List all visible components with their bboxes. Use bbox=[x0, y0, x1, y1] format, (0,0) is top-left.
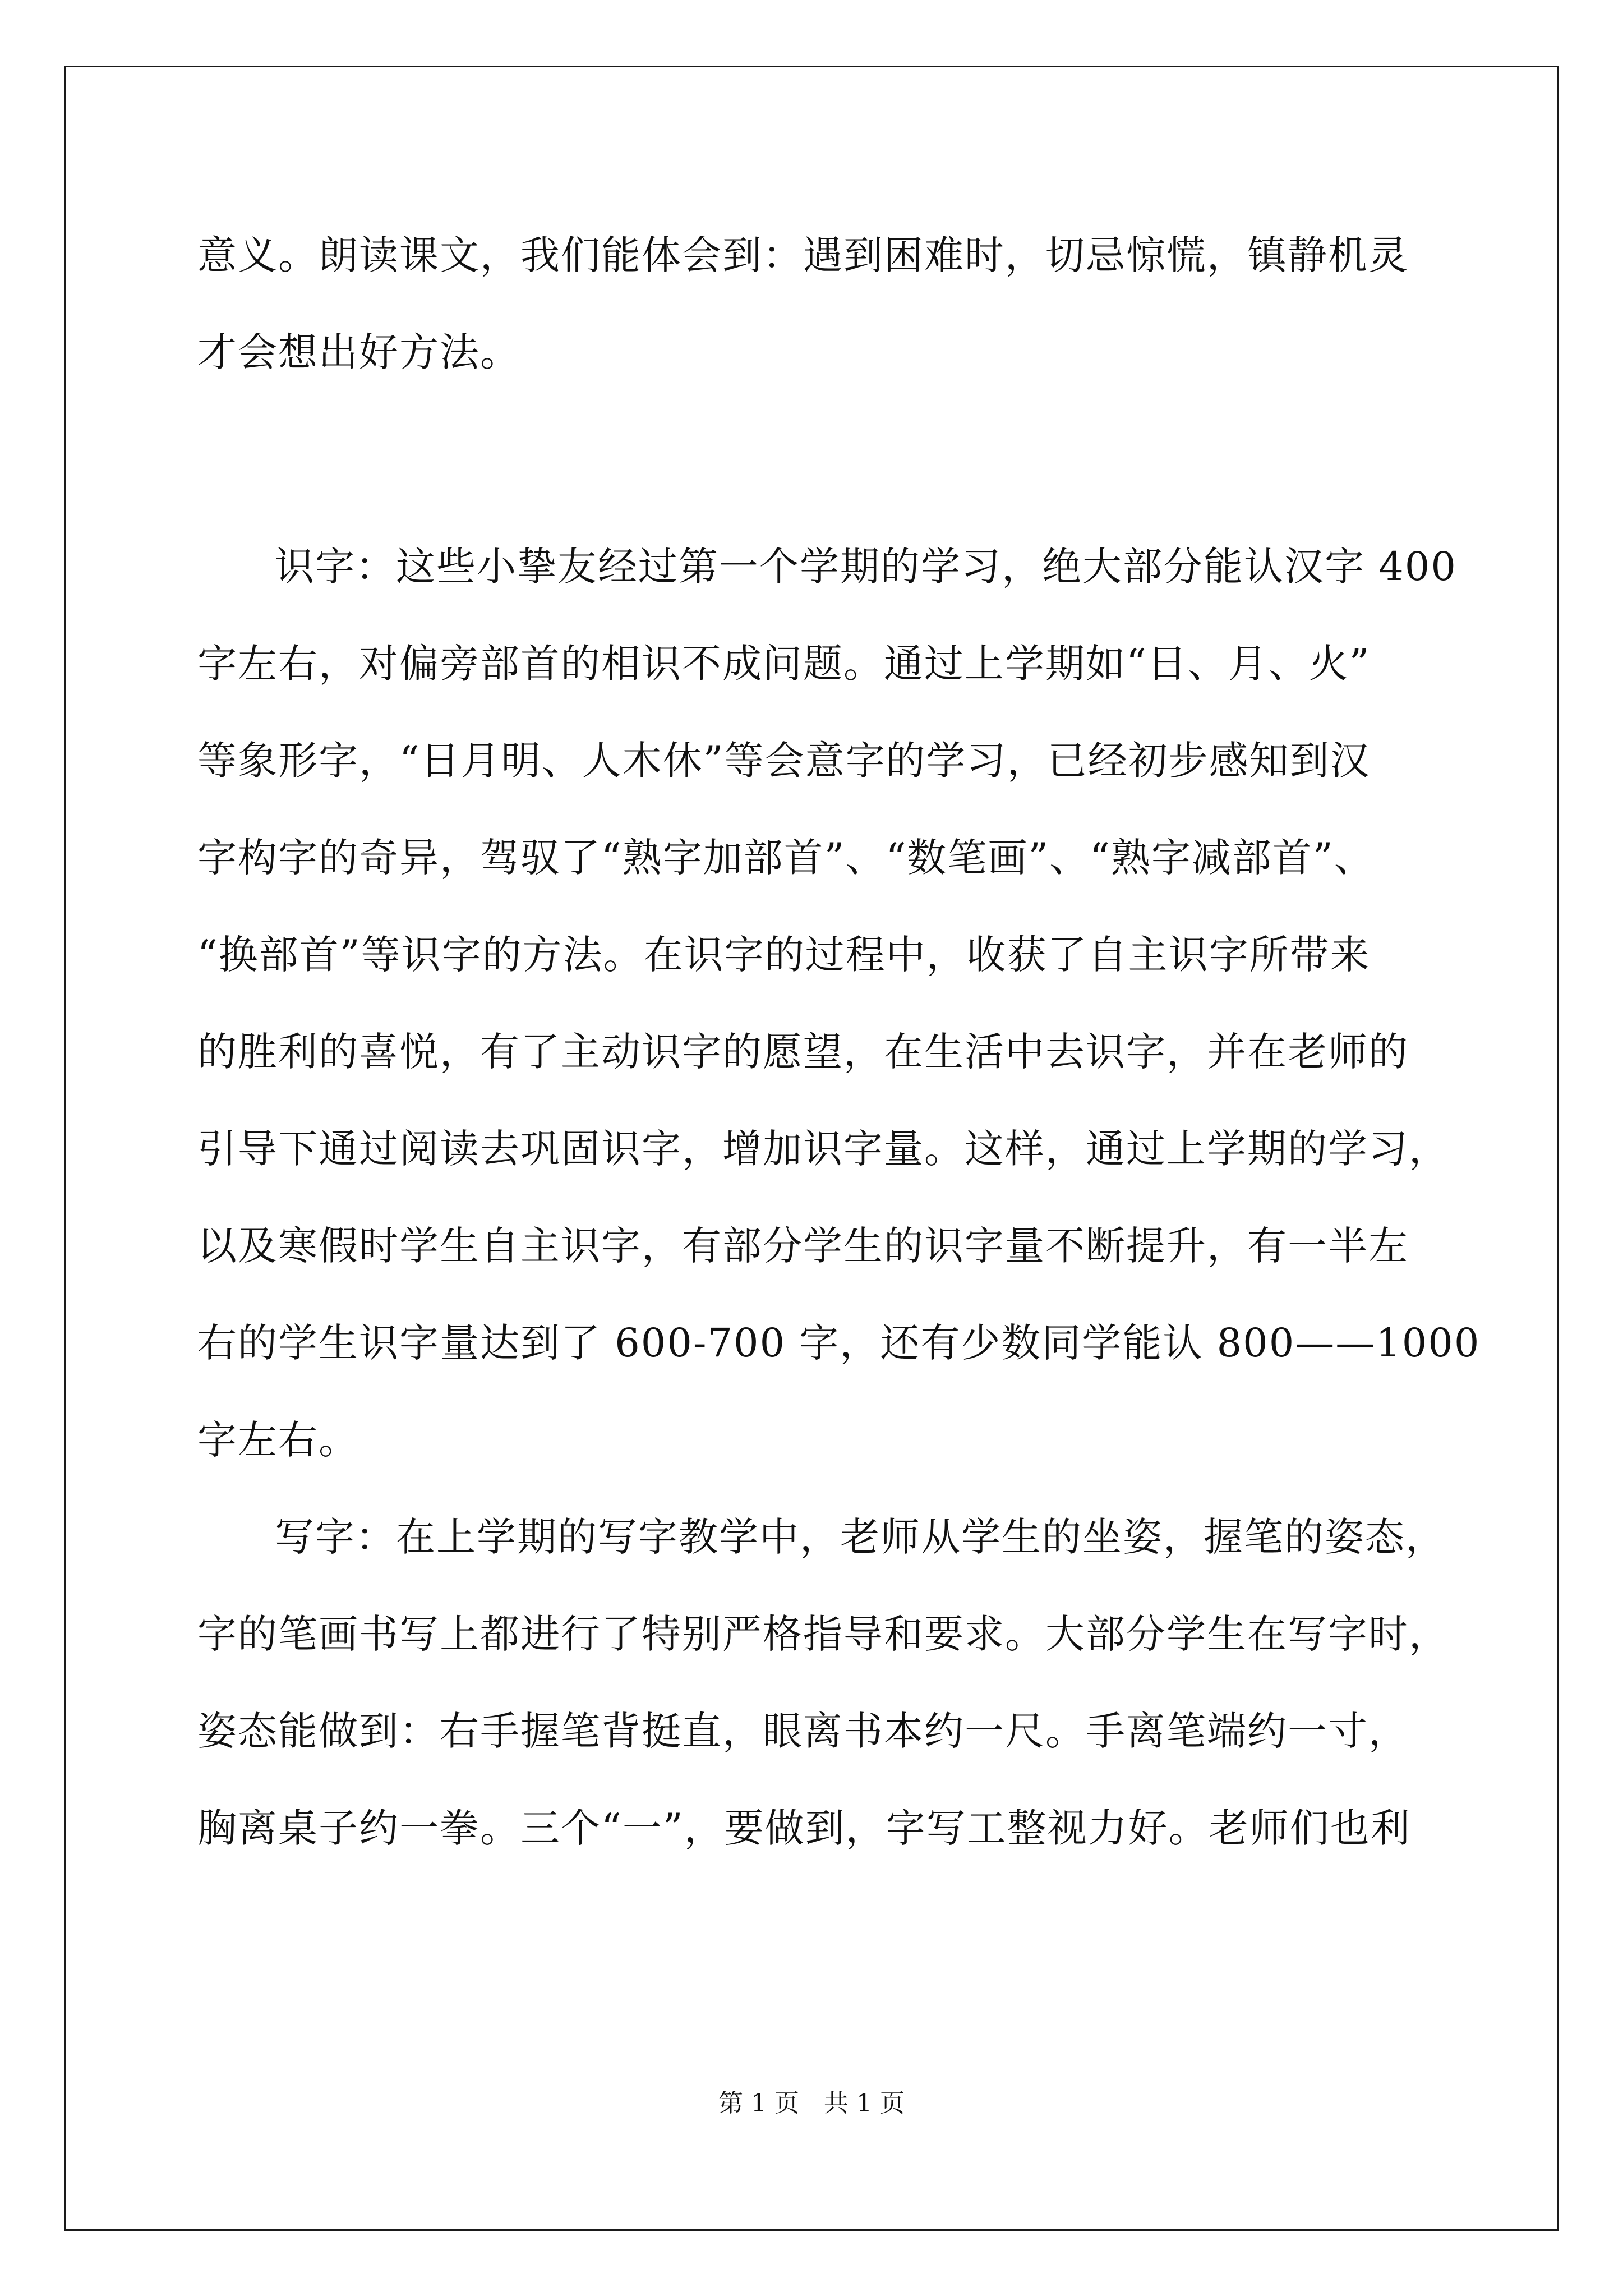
text-line: 字左右，对偏旁部首的相识不成问题。通过上学期如“日、月、火” bbox=[197, 641, 1371, 687]
text-line: 引导下通过阅读去巩固识字，增加识字量。这样，通过上学期的学习， bbox=[197, 1126, 1449, 1172]
text-line: 等象形字，“日月明、人木休”等会意字的学习，已经初步感知到汉 bbox=[197, 738, 1371, 784]
page-number-footer: 第 1 页 共 1 页 bbox=[718, 2089, 905, 2118]
text-line: 字构字的奇异，驾驭了“熟字加部首”、“数笔画”、“熟字减部首”、 bbox=[197, 835, 1375, 881]
text-line: 意义。朗读课文，我们能体会到：遇到困难时，切忌惊慌，镇静机灵 bbox=[197, 232, 1409, 278]
paragraph-start-line: 识字：这些小挚友经过第一个学期的学习，绝大部分能认汉字 400 bbox=[275, 544, 1457, 590]
text-line: 姿态能做到：右手握笔背挺直，眼离书本约一尺。手离笔端约一寸， bbox=[197, 1708, 1409, 1754]
text-line: 才会想出好方法。 bbox=[197, 329, 520, 375]
paragraph-start-line: 写字：在上学期的写字教学中，老师从学生的坐姿，握笔的姿态， bbox=[275, 1514, 1446, 1560]
text-line: 胸离桌子约一拳。三个“一”，要做到，字写工整视力好。老师们也利 bbox=[197, 1805, 1411, 1851]
text-line: 以及寒假时学生自主识字，有部分学生的识字量不断提升，有一半左 bbox=[197, 1223, 1409, 1269]
text-line: 字的笔画书写上都进行了特别严格指导和要求。大部分学生在写字时， bbox=[197, 1611, 1449, 1657]
text-line: 字左右。 bbox=[197, 1417, 359, 1463]
text-line: 的胜利的喜悦，有了主动识字的愿望，在生活中去识字，并在老师的 bbox=[197, 1029, 1409, 1075]
text-line: “换部首”等识字的方法。在识字的过程中，收获了自主识字所带来 bbox=[197, 932, 1371, 978]
text-line: 右的学生识字量达到了 600-700 字，还有少数同学能认 800——1000 bbox=[197, 1320, 1481, 1366]
